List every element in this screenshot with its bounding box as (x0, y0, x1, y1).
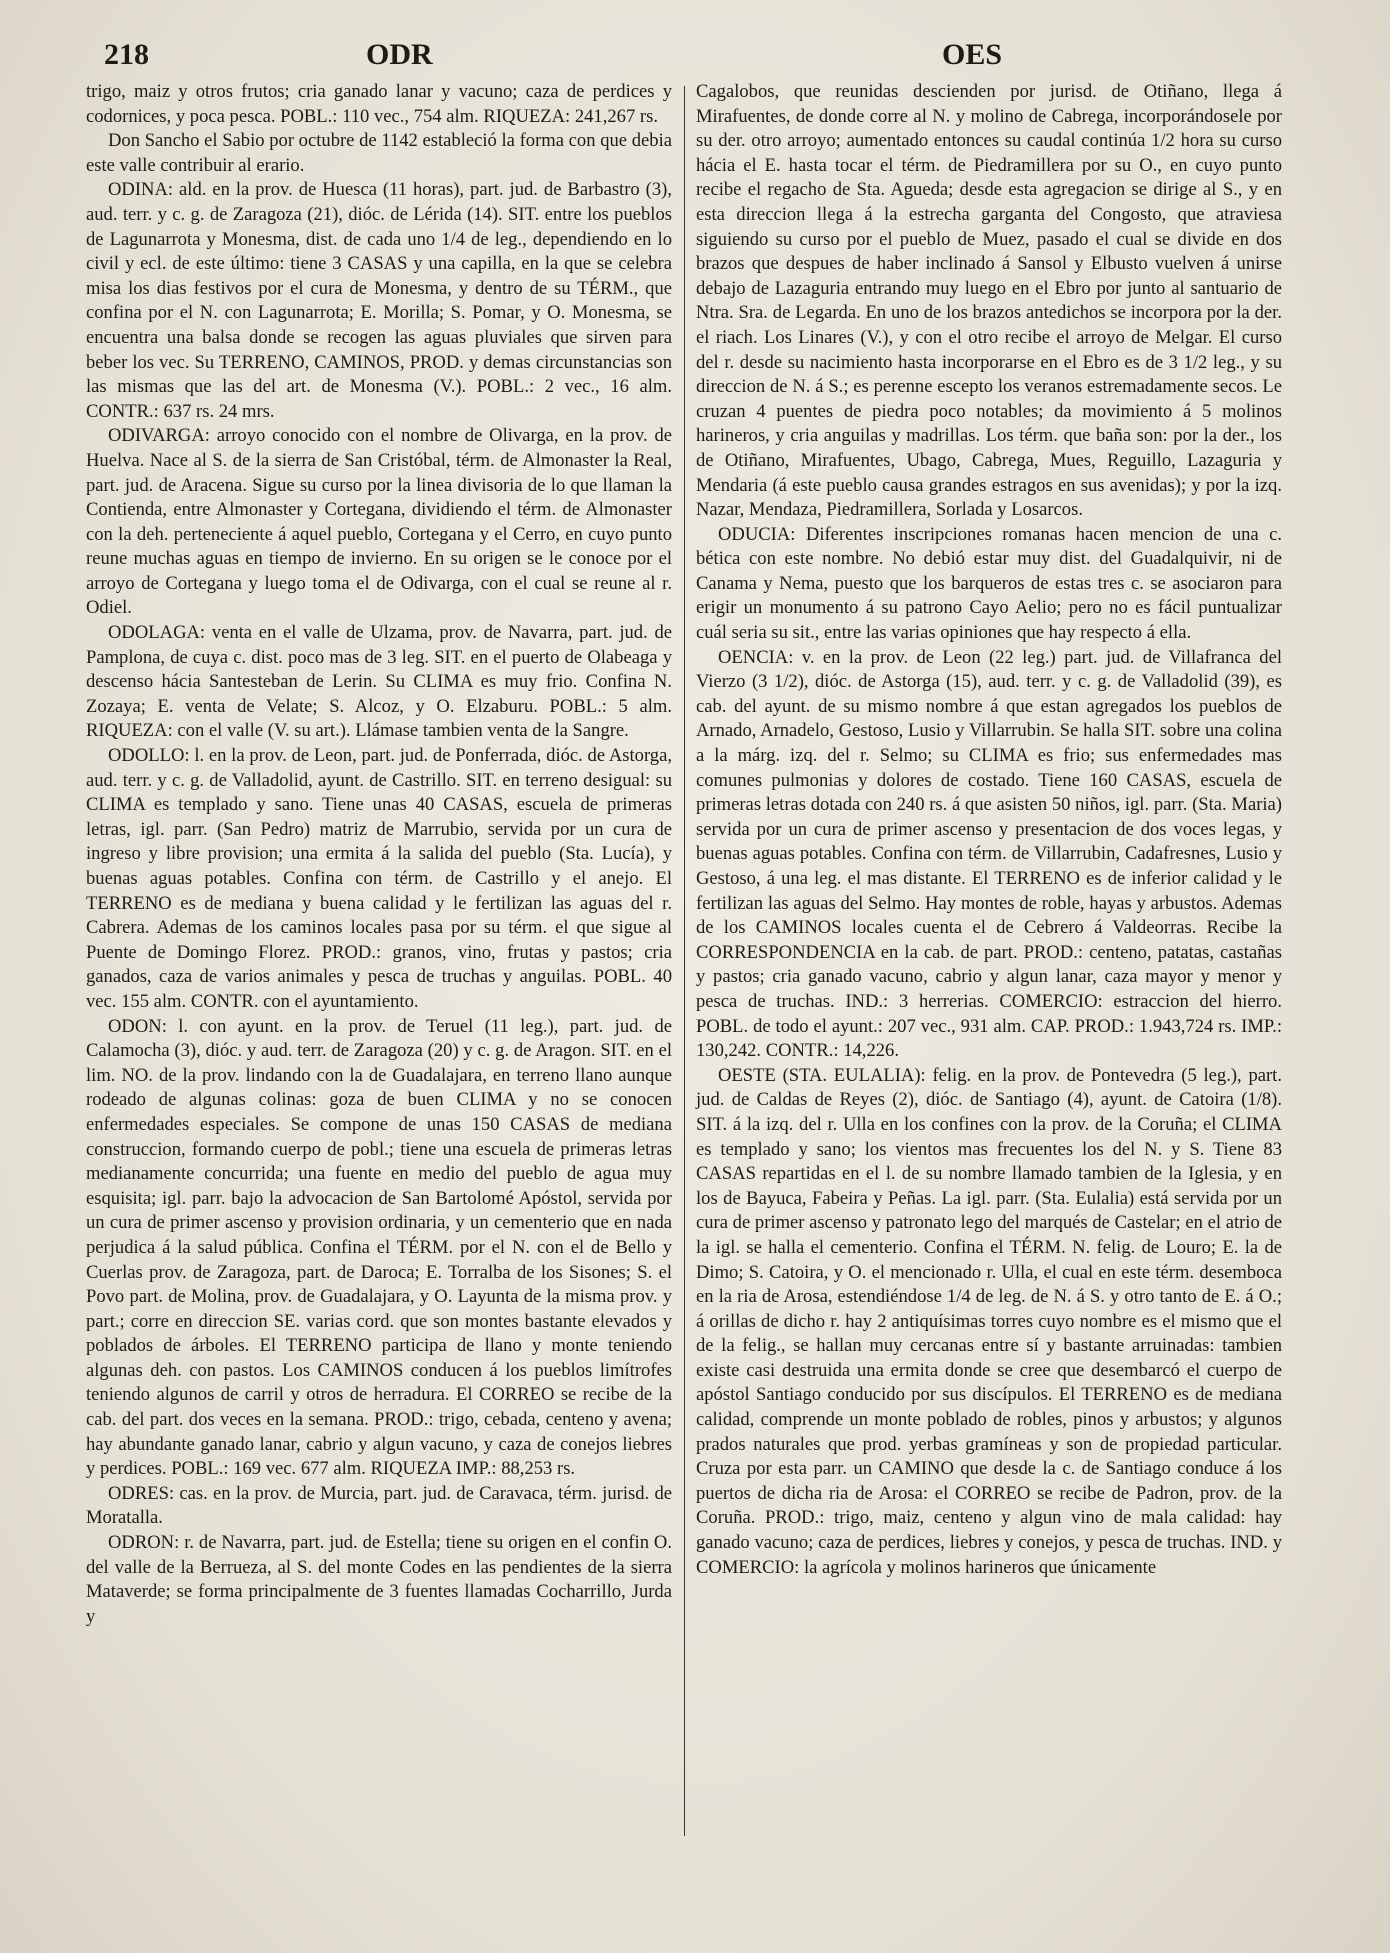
entry-paragraph: OESTE (STA. EULALIA): felig. en la prov. de Pontevedra (5 leg.), part. jud. de Caldas de Reyes (2), dióc. de Santiago (4), ayunt. de Catoira (1/8). SIT. á la izq. del r. Ulla en los confines con la prov. de la Coruña; el CLIMA es templado y sano; los vientos mas frecuentes los del N. y S. Tiene 83 CASAS repartidas en el l. de su nombre llamado tambien de la Iglesia, y en los de Bayuca, Fabeira y Peñas. La igl. parr. (Sta. Eulalia) está servida por un cura de primer ascenso y patronato lego del marqués de Castelar; en el atrio de la igl. se halla el cementerio. Confina el TÉRM. N. felig. de Louro; E. la de Dimo; S. Catoira, y O. el mencionado r. Ulla, el cual en este térm. desemboca en la ria de Arosa, estendiéndose 1/4 de leg. de N. á S. y otro tanto de E. á O.; á orillas de dicho r. hay 2 antiquísimas torres cuyo nombre es el mismo que el de la felig., se hallan muy cercanas entre sí y bastante arruinadas: tambien existe casi destruida una ermita donde se cree que desembarcó el cuerpo de apóstol Santiago conducido por sus discípulos. El TERRENO es de mediana calidad, comprende un monte poblado de robles, pinos y arbustos; y algunos prados naturales que prod. yerbas gramíneas y son de propiedad particular. Cruza por esta parr. un CAMINO que desde la c. de Santiago conduce á los puertos de dicha ria de Arosa: el CORREO se recibe de Padron, prov. de la Coruña. PROD.: trigo, maiz, centeno y algun vino de mala calidad: hay ganado vacuno; caza de perdices, liebres y conejos, y pesca de truchas. IND. y COMERCIO: la agrícola y molinos harineros que únicamente (696, 1064, 1282, 1578)
entry-paragraph: ODON: l. con ayunt. en la prov. de Teruel (11 leg.), part. jud. de Calamocha (3), dióc. y aud. terr. de Zaragoza (20) y c. g. de Aragon. SIT. en el lim. NO. de la prov. lindando con la de Guadalajara, en terreno llano aunque rodeado de algunas colinas: goza de buen CLIMA y no se conocen enfermedades especiales. Se compone de unas 150 CASAS de mediana construccion, formando cuerpo de pobl.; tiene una escuela de primeras letras medianamente concurrida; una fuente en medio del pueblo de agua muy esquisita; igl. parr. bajo la advocacion de San Bartolomé Apóstol, servida por un cura de primer ascenso y provision ordinaria, y un cementerio que en nada perjudica á la salud pública. Confina el TÉRM. por el N. con el de Bello y Cuerlas prov. de Zaragoza, part. de Daroca; E. Torralba de los Sisones; S. el Povo part. de Molina, prov. de Guadalajara, y O. Layunta de la misma prov. y part.; corre en direccion SE. varias cord. que son montes bastante elevados y poblados de árboles. El TERRENO participa de llano y monte teniendo algunas deh. con pastos. Los CAMINOS conducen á los pueblos limítrofes teniendo algunos de carril y otros de herradura. El CORREO se recibe de la cab. del part. dos veces en la semana. PROD.: trigo, cebada, centeno y avena; hay abundante ganado lanar, cabrio y algun vacuno, y caza de conejos liebres y perdices. POBL.: 169 vec. 677 alm. RIQUEZA IMP.: 88,253 rs. (86, 1015, 672, 1480)
right-guide-word: OES (942, 38, 1003, 71)
entry-paragraph: ODUCIA: Diferentes inscripciones romanas hacen mencion de una c. bética con este nombre. No debió estar muy dist. del Guadalquivir, ni de Canama y Nema, puesto que los barqueros de estas tres c. se asociaron para erigir un monumento á su patrono Cayo Aelio; pero no es fácil puntualizar cuál seria su sit., entre las varias opiniones que hay respecto á ella. (696, 523, 1282, 644)
left-guide-word: ODR (366, 38, 433, 71)
page-header (0, 38, 1390, 78)
entry-paragraph: ODOLAGA: venta en el valle de Ulzama, prov. de Navarra, part. jud. de Pamplona, de cuya c. dist. poco mas de 3 leg. SIT. en el puerto de Olabeaga y descenso hácia Santesteban de Lerin. Su CLIMA es muy frio. Confina N. Zozaya; E. venta de Velate; S. Alcoz, y O. Elzaburu. POBL.: 5 alm. RIQUEZA: con el valle (V. su art.). Llámase tambien venta de la Sangre. (86, 622, 672, 742)
entry-paragraph: ODIVARGA: arroyo conocido con el nombre de Olivarga, en la prov. de Huelva. Nace al S. de la sierra de San Cristóbal, térm. de Almonaster la Real, part. jud. de Aracena. Sigue su curso por la linea divisoria de lo que llaman la Contienda, entre Almonaster y Cortegana, dividiendo el térm. de Almonaster con la deh. perteneciente á aquel pueblo, Cortegana y el Cerro, en cuyo punto reune muchas aguas en tiempo de invierno. En su origen se le conoce por el arroyo de Cortegana y luego toma el de Odivarga, con el cual se reune al r. Odiel. (86, 425, 672, 619)
page-number: 218 (104, 38, 149, 71)
entry-paragraph: OENCIA: v. en la prov. de Leon (22 leg.) part. jud. de Villafranca del Vierzo (3 1/2), dióc. de Astorga (15), aud. terr. y c. g. de Valladolid (39), es cab. del ayunt. de su mismo nombre á que estan agregados los pueblos de Arnado, Arnadelo, Gestoso, Lusio y Villarrubin. Se halla SIT. sobre una colina a la márg. izq. del r. Selmo; su CLIMA es frio; sus enfermedades mas comunes pulmonias y dolores de costado. Tiene 160 CASAS, escuela de primeras letras dotada con 240 rs. á que asisten 50 niños, igl. parr. (Sta. Maria) servida por un cura de primer ascenso y presentacion de dos voces legas, y buenas aguas potables. Confina con térm. de Villarrubin, Cadafresnes, Lusio y Gestoso, á una leg. el mas distante. El TERRENO es de inferior calidad y le fertilizan las aguas del Selmo. Hay montes de roble, hayas y arbustos. Ademas de los CAMINOS locales cuenta el de Cebrero á Valdeorras. Recibe la CORRESPONDENCIA en la cab. de part. PROD.: centeno, patatas, castañas y pastos; cria ganado vacuno, cabrio y algun lanar, caza mayor y menor y pesca de truchas. IND.: 3 herrerias. COMERCIO: estraccion del hierro. POBL. de todo el ayunt.: 207 vec., 931 alm. CAP. PROD.: 1.943,724 rs. IMP.: 130,242. CONTR.: 14,226. (696, 646, 1282, 1062)
entry-paragraph: Cagalobos, que reunidas descienden por jurisd. de Otiñano, llega á Mirafuentes, de donde corre al N. y molino de Cabrega, incorporándosele por su der. otro arroyo; aumentado entonces su caudal continúa 1/2 hora su curso hácia el E. hasta tocar el térm. de Piedramillera por su O., en cuyo punto recibe el regacho de Sta. Agueda; desde esta agregacion se dirige al S., y en esta direccion llega á la estrecha garganta del Congosto, que atraviesa siguiendo su curso por el pueblo de Muez, pasado el cual se divide en dos brazos que despues de haber inclinado á Sansol y Elbusto vuelven á unirse debajo de Lazaguria entrando muy luego en el Ebro por junto al santuario de Ntra. Sra. de Legarda. En uno de los brazos antedichos se incorpora por la der. el riach. Los Linares (V.), y con el otro recibe el arroyo de Melgar. El curso del r. desde su nacimiento hasta incorporarse en el Ebro es de 3 1/2 leg., y su direccion de N. á S.; es perenne escepto los veranos estremadamente secos. Le cruzan 4 puentes de piedra poco notables; da movimiento á 5 molinos harineros, y cria anguilas y madrillas. Los térm. que baña son: por la der., los de Otiñano, Mirafuentes, Ubago, Cabrega, Mues, Reguillo, Lazaguria y Mendaria (á este pueblo causa grandes estragos en sus avenidas); y por la izq. Nazar, Mendaza, Piedramillera, Sorlada y Losarcos. (696, 81, 1282, 521)
entry-paragraph: trigo, maiz y otros frutos; cria ganado lanar y vacuno; caza de perdices y codornices, y poca pesca. POBL.: 110 vec., 754 alm. RIQUEZA: 241,267 rs. (86, 81, 672, 127)
left-column (86, 80, 672, 1629)
entry-paragraph: Don Sancho el Sabio por octubre de 1142 estableció la forma con que debia este valle contribuir al erario. (86, 130, 672, 176)
right-column (696, 80, 1282, 1580)
entry-paragraph: ODINA: ald. en la prov. de Huesca (11 horas), part. jud. de Barbastro (3), aud. terr. y c. g. de Zaragoza (21), dióc. de Lérida (14). SIT. entre los pueblos de Lagunarrota y Monesma, dist. de cada uno 1/4 de leg., dependiendo en lo civil y ecl. de este último: tiene 3 CASAS y una capilla, en la que se celebra misa los dias festivos por el cura de Monesma, y dentro de su TÉRM., que confina por el N. con Lagunarrota; E. Morilla; S. Pomar, y O. Monesma, se encuentra una balsa donde se recogen las aguas pluviales que sirven para beber los vec. Su TERRENO, CAMINOS, PROD. y demas circunstancias son las mismas que las del art. de Monesma (V.). POBL.: 2 vec., 16 alm. CONTR.: 637 rs. 24 mrs. (86, 179, 672, 422)
entry-paragraph: ODRON: r. de Navarra, part. jud. de Estella; tiene su origen en el confin O. del valle de la Berrueza, al S. del monte Codes en las pendientes de la sierra Mataverde; se forma principalmente de 3 fuentes llamadas Cocharrillo, Jurda y (86, 1532, 672, 1627)
entry-paragraph: ODOLLO: l. en la prov. de Leon, part. jud. de Ponferrada, dióc. de Astorga, aud. terr. y c. g. de Valladolid, ayunt. de Castrillo. SIT. en terreno desigual: su CLIMA es templado y sano. Tiene unas 40 CASAS, escuela de primeras letras, igl. parr. (San Pedro) matriz de Marrubio, servida por un cura de ingreso y libre provision; una ermita á la salida del pueblo (Sta. Lucía), y buenas aguas potables. Confina con térm. de Castrillo y el anejo. El TERRENO es de mediana y buena calidad y le fertilizan las aguas del r. Cabrera. Ademas de los caminos locales pasa por su térm. el que sigue al Puente de Domingo Florez. PROD.: granos, vino, frutas y pastos; cria ganados, caza de varios animales y pesca de truchas y anguilas. POBL. 40 vec. 155 alm. CONTR. con el ayuntamiento. (86, 745, 672, 1012)
entry-paragraph: ODRES: cas. en la prov. de Murcia, part. jud. de Caravaca, térm. jurisd. de Moratalla. (86, 1482, 672, 1529)
column-divider (684, 86, 685, 1836)
